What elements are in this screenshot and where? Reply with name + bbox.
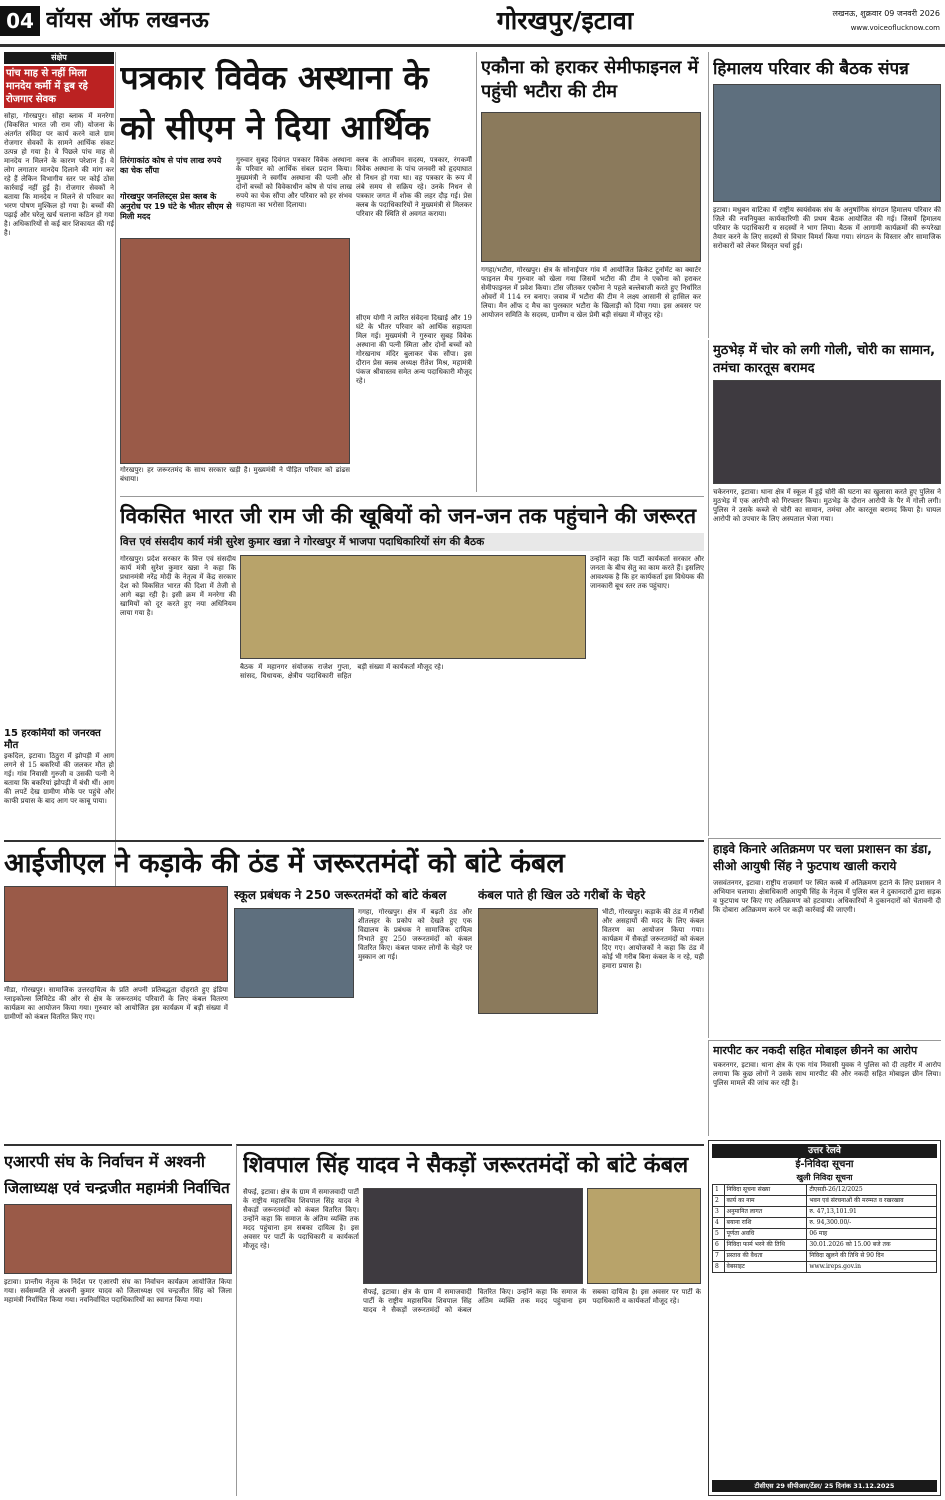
blanket-photo	[478, 908, 598, 1014]
cricket-story	[476, 52, 704, 492]
lead-headline: पत्रकार विवेक अस्थाना के	[120, 58, 429, 97]
tender-railway: उत्तर रेलवे	[712, 1144, 937, 1158]
shivpal-photo-2	[587, 1188, 701, 1284]
mobile-body: चकरनगर, इटावा। थाना क्षेत्र के एक गांव निवासी युवक ने पुलिस को दी तहरीर में आरोप लगाया कि कुछ लोगों ने उसके साथ मारपीट की और नकदी सहित मोबाइल छीन लिया। पुलिस मामले की जांच कर रही है।	[713, 1061, 941, 1087]
himalaya-body: इटावा। मधुबन वाटिका में राष्ट्रीय स्वयंसेवक संघ के अनुषांगिक संगठन हिमालय परिवार की जिले की नवनियुक्त कार्यकारिणी की प्रथम बैठक आयोजित की गई। जिसमें हिमालय परिवार के पदाधिकारी व सदस्यों ने भाग लिया। बैठक में आगामी कार्यक्रमों की रूपरेखा तैयार करने के लिए सदस्यों से विचार विमर्श किया गया। संगठन के विस्तार और सामाजिक सरोकारों को लेकर विस्तृत चर्चा हुई।	[713, 206, 941, 250]
igl-body: मीडा, गोरखपुर। सामाजिक उत्तरदायित्व के प्रति अपनी प्रतिबद्धता दोहराते हुए इंडिया ग्लाइकोल्स लिमिटेड की ओर से क्षेत्र के जरूरतमंद परिवारों के लिए कंबल वितरण कार्यक्रम का आयोजन किया गया। गुरुवार को आयोजित इस कार्यक्रम में बड़ी संख्या में ग्रामीणों को कंबल वितरित किए गए।	[4, 986, 228, 1021]
tender-row	[713, 1207, 937, 1218]
tender-cell: 2	[713, 1196, 725, 1207]
igl-photo	[4, 886, 228, 982]
website-link[interactable]: www.voiceoflucknow.com	[850, 24, 940, 32]
arp-body: इटावा। प्रान्तीय नेतृत्व के निर्देश पर एआरपी संघ का निर्वाचन कार्यक्रम आयोजित किया गया। सर्वसम्मति से अश्वनी कुमार यादव को जिलाध्यक्ष एवं चन्द्रजीत सिंह को जिला महामंत्री निर्वाचित किया गया। नवनिर्वाचित पदाधिकारियों का स्वागत किया गया।	[4, 1278, 232, 1304]
himalaya-story	[708, 52, 941, 338]
theft-body: चकेरनगर, इटावा। थाना क्षेत्र में स्कूल में हुई चोरी की घटना का खुलासा करते हुए पुलिस ने मुठभेड़ में एक आरोपी को गिरफ्तार किया। मुठभेड़ के दौरान आरोपी के पैर में गोली लगी। पुलिस ने उसके कब्जे से चोरी का सामान, तमंचा और कारतूस बरामद किया है। घायल आरोपी को उपचार के लिए अस्पताल भेजा गया।	[713, 488, 941, 523]
tender-row	[713, 1185, 937, 1196]
vikas-photo	[240, 555, 586, 659]
vikas-subhead: वित्त एवं संसदीय कार्य मंत्री सुरेश कुमार खन्ना ने गोरखपुर में भाजपा पदाधिकारियों संग की बैठक	[120, 533, 704, 551]
section-title: गोरखपुर/इटावा	[496, 6, 634, 35]
tender-row	[713, 1251, 937, 1262]
shivpal-story	[236, 1144, 704, 1496]
tender-cell: पूर्णता अवधि	[724, 1229, 807, 1240]
tender-cell: 8	[713, 1262, 725, 1273]
story-headline: 15 हरकर्मियों को जनरक्त मौत	[4, 728, 101, 750]
arp-subhead: जिलाध्यक्ष एवं चन्द्रजीत महामंत्री निर्वाचित	[4, 1179, 230, 1197]
igl-story	[4, 840, 704, 1140]
lead-body: गुरुवार सुबह दिवंगत पत्रकार विवेक अस्थाना के परिवार को आर्थिक संबल प्रदान किया। मुख्यमंत्री ने स्वर्गीय अस्थाना की पत्नी और दोनों बच्चों को विवेकाधीन कोष से पांच लाख रुपये का चेक सौंपा और परिवार को हर संभव सहायता का भरोसा दिलाया।	[236, 156, 352, 209]
himalaya-headline: हिमालय परिवार की बैठक संपन्न	[713, 59, 909, 79]
tender-cell: 06 माह	[807, 1229, 937, 1240]
theft-story	[708, 340, 941, 836]
school-body: गगहा, गोरखपुर। क्षेत्र में बढ़ती ठंड और शीतलहर के प्रकोप को देखते हुए एक विद्यालय के प्रबंधक ने सामाजिक दायित्व निभाते हुए 250 जरूरतमंदों को कंबल वितरित किए। कंबल पाकर लोगों के चेहरे पर मुस्कान आ गई।	[358, 908, 472, 961]
school-photo	[234, 908, 354, 998]
page-number: 04	[0, 6, 40, 36]
tender-cell: 4	[713, 1218, 725, 1229]
igl-headline: आईजीएल ने कड़ाके की ठंड में जरूरतमंदों को बांटे कंबल	[4, 848, 565, 879]
tender-subtitle: खुली निविदा सूचना	[796, 1173, 853, 1182]
tender-cell: 6	[713, 1240, 725, 1251]
tender-cell: www.ireps.gov.in	[807, 1262, 937, 1273]
tender-cell: वेबसाइट	[724, 1262, 807, 1273]
lead-headline: को सीएम ने दिया आर्थिक	[120, 108, 430, 147]
story-body: इकदिल, इटावा। ठिठुरा में झोपड़ी में आग लगने से 15 बकरियों की जलकर मौत हो गई। गांव निवासी गुरुजी व उसकी पत्नी ने बताया कि बकरियां झोपड़ी में बंधी थीं। आग की लपटें देख ग्रामीण मौके पर पहुंचे और काफी प्रयास के बाद आग पर काबू पाया।	[4, 752, 114, 805]
lead-bullet: तिरंगाकांठ कोष से पांच लाख रुपये का चेक सौंपा	[120, 156, 222, 175]
story-body: सोहा, गोरखपुर। सोहा ब्लाक में मनरेगा (विकसित भारत जी राम जी) योजना के अंतर्गत संविदा पर कार्य करने वाले ग्राम रोजगार सेवकों के सामने आर्थिक संकट उत्पन्न हो गया है। वे पिछले पांच माह से मानदेय न मिलने के कारण परेशान हैं। वे लोग लगातार मानदेय दिलाने की मांग कर रहे हैं लेकिन विभागीय स्तर पर कोई ठोस कार्रवाई नहीं हुई है। रोजगार सेवकों ने बताया कि मानदेय न मिलने से परिवार का भरण पोषण मुश्किल हो गया है। बच्चों की पढ़ाई और घरेलू खर्च चलाना कठिन हो गया है। अधिकारियों से कई बार शिकायत की गई है।	[4, 112, 114, 237]
cricket-photo	[481, 112, 701, 262]
arp-story	[4, 1144, 232, 1496]
tender-row	[713, 1218, 937, 1229]
lead-bullet: गोरखपुर जनलिस्ट्स प्रेस क्लब के अनुरोध पर 19 घंटे के भीतर सीएम से मिली मदद	[120, 192, 232, 221]
vikas-body: गोरखपुर। प्रदेश सरकार के वित्त एवं संसदीय कार्य मंत्री सुरेश कुमार खन्ना ने कहा कि प्रधानमंत्री नरेंद्र मोदी के नेतृत्व में केंद्र सरकार देश को विकसित भारत की दिशा में तेजी से आगे बढ़ा रही है। इसी क्रम में मनरेगा की खामियों को दूर करते हुए नया अधिनियम लाया गया है।	[120, 555, 236, 617]
lead-body: सीएम योगी ने त्वरित संवेदना दिखाई और 19 घंटे के भीतर परिवार को आर्थिक सहायता मिल गई। मुख्यमंत्री ने गुरुवार सुबह विवेक अस्थाना की पत्नी स्मिता और दोनों बच्चों को गोरखनाथ मंदिर बुलाकर चेक सौंपा। इस दौरान प्रेस क्लब अध्यक्ष रीतेश मिश्र, महामंत्री पंकज श्रीवास्तव समेत अन्य पदाधिकारी मौजूद रहे।	[356, 314, 472, 385]
tender-cell: निविदा खुलने की तिथि से 90 दिन	[807, 1251, 937, 1262]
vikas-body: उन्होंने कहा कि पार्टी कार्यकर्ता सरकार और जनता के बीच सेतु का काम करते हैं। इसलिए आवश्यक है कि हर कार्यकर्ता इस विधेयक की जानकारी बूथ स्तर तक पहुंचाए।	[590, 555, 704, 590]
vikas-body: बैठक में महानगर संयोजक राजेश गुप्ता, सांसद, विधायक, क्षेत्रीय पदाधिकारी सहित बड़ी संख्या में कार्यकर्ता मौजूद रहे।	[240, 663, 444, 680]
blanket-body: भीटी, गोरखपुर। कड़ाके की ठंड में गरीबों और असहायों की मदद के लिए कंबल वितरण का आयोजन किया गया। कार्यक्रम में सैकड़ों जरूरतमंदों को कंबल दिए गए। आयोजकों ने कहा कि ठंड में कोई भी गरीब बिना कंबल के न रहे, यही हमारा प्रयास है।	[602, 908, 704, 970]
theft-photo	[713, 380, 941, 484]
tender-cell: अनुमानित लागत	[724, 1207, 807, 1218]
story-headline: पांच माह से नहीं मिला मानदेय कर्मी में डूब रहे रोजगार सेवक	[4, 66, 114, 108]
tender-cell: निविदा सूचना संख्या	[724, 1185, 807, 1196]
tender-cell: रु. 94,300.00/-	[807, 1218, 937, 1229]
vikas-story	[120, 496, 704, 836]
tender-cell: 7	[713, 1251, 725, 1262]
tender-cell: टीएसडी-26/12/2025	[807, 1185, 937, 1196]
lead-body: क्लब के आजीवन सदस्य, पत्रकार, रंगकर्मी विवेक अस्थाना के पांच जनवरी को हृदयाघात से निधन हो गया था। वह पत्रकार के रूप में लंबे समय से सक्रिय रहे। उनके निधन से पत्रकार जगत में शोक की लहर दौड़ गई। प्रेस क्लब के पदाधिकारियों ने मुख्यमंत्री से मिलकर परिवार की स्थिति से अवगत कराया।	[356, 156, 472, 218]
arp-photo	[4, 1204, 232, 1274]
encroachment-headline: हाइवे किनारे अतिक्रमण पर चला प्रशासन का डंडा, सीओ आयुषी सिंह ने फुटपाथ खाली कराये	[713, 842, 932, 873]
tender-cell: प्रस्ताव की वैधता	[724, 1251, 807, 1262]
tender-row	[713, 1196, 937, 1207]
tender-cell: भवन एवं संरचनाओं की मरम्मत व रखरखाव	[807, 1196, 937, 1207]
shivpal-photo	[363, 1188, 583, 1284]
encroachment-body: जसवंतनगर, इटावा। राष्ट्रीय राजमार्ग पर स्थित कस्बे में अतिक्रमण हटाने के लिए प्रशासन ने अभियान चलाया। क्षेत्राधिकारी आयुषी सिंह के नेतृत्व में पुलिस बल ने दुकानदारों द्वारा सड़क व फुटपाथ पर किए गए अतिक्रमण को हटवाया। अधिकारियों ने दुकानदारों को चेतावनी दी कि दोबारा अतिक्रमण करने पर कड़ी कार्रवाई की जाएगी।	[713, 879, 941, 914]
tender-cell: रु. 47,13,101.91	[807, 1207, 937, 1218]
lead-caption: गोरखपुर। हर जरूरतमंद के साथ सरकार खड़ी है। मुख्यमंत्री ने पीड़ित परिवार को ढांढस बंधाया।	[120, 466, 350, 483]
tender-row	[713, 1240, 937, 1251]
arp-headline: एआरपी संघ के निर्वाचन में अश्वनी	[4, 1152, 206, 1171]
issue-date: लखनऊ, शुक्रवार 09 जनवरी 2026	[832, 9, 940, 18]
cricket-body: गगहा/भटौरा, गोरखपुर। क्षेत्र के सोनाईपार गांव में आयोजित क्रिकेट टूर्नामेंट का क्वार्टर फाइनल मैच गुरुवार को खेला गया जिसमें भटौरा की टीम ने एकौना को हराकर सेमीफाइनल में प्रवेश किया। टॉस जीतकर एकौना ने पहले बल्लेबाजी करते हुए निर्धारित ओवरों में 114 रन बनाए। जवाब में भटौरा की टीम ने लक्ष्य आसानी से हासिल कर लिया। मैन ऑफ द मैच का पुरस्कार भटौरा के खिलाड़ी को दिया गया। इस अवसर पर आयोजन समिति के सदस्य, ग्रामीण व खेल प्रेमी बड़ी संख्या में मौजूद रहे।	[481, 266, 701, 319]
shivpal-headline: शिवपाल सिंह यादव ने सैकड़ों जरूरतमंदों को बांटे कंबल	[243, 1153, 689, 1178]
shivpal-body: सैफई, इटावा। क्षेत्र के ग्राम में समाजवादी पार्टी के राष्ट्रीय महासचिव शिवपाल सिंह यादव ने सैकड़ों जरूरतमंदों को कंबल वितरित किए। उन्होंने कहा कि समाज के अंतिम व्यक्ति तक मदद पहुंचाना हम सबका दायित्व है। इस अवसर पर पार्टी के पदाधिकारी व कार्यकर्ता मौजूद रहे।	[363, 1288, 701, 1314]
tender-footer: टीसीएस 29 सीपीआर/टेंडर/ 25 दिनांक 31.12.2025	[712, 1480, 937, 1492]
blanket-headline: कंबल पाते ही खिल उठे गरीबों के चेहरे	[478, 888, 646, 902]
school-headline: स्कूल प्रबंधक ने 250 जरूरतमंदों को बांटे कंबल	[234, 888, 447, 902]
tender-cell: 5	[713, 1229, 725, 1240]
tender-cell: बयाना राशि	[724, 1218, 807, 1229]
tender-notice	[708, 1140, 941, 1496]
tender-cell: 1	[713, 1185, 725, 1196]
tender-row	[713, 1229, 937, 1240]
mobile-story	[708, 1040, 941, 1136]
tender-cell: 30.01.2026 को 15.00 बजे तक	[807, 1240, 937, 1251]
encroachment-story	[708, 838, 941, 1038]
tender-cell: निविदा फार्म भरने की तिथि	[724, 1240, 807, 1251]
mobile-headline: मारपीट कर नकदी सहित मोबाइल छीनने का आरोप	[713, 1044, 918, 1057]
lead-story	[120, 52, 472, 492]
tender-cell: कार्य का नाम	[724, 1196, 807, 1207]
tender-title: ई-निविदा सूचना	[795, 1159, 854, 1170]
left-briefs-column	[4, 52, 116, 896]
vikas-headline: विकसित भारत जी राम जी की खूबियों को जन-जन तक पहुंचाने की जरूरत	[120, 504, 697, 528]
masthead-bar	[0, 0, 945, 52]
briefs-kicker: संक्षेप	[4, 52, 114, 64]
shivpal-body: सैफई, इटावा। क्षेत्र के ग्राम में समाजवादी पार्टी के राष्ट्रीय महासचिव शिवपाल सिंह यादव ने सैकड़ों जरूरतमंदों को कंबल वितरित किए। उन्होंने कहा कि समाज के अंतिम व्यक्ति तक मदद पहुंचाना हम सबका दायित्व है। इस अवसर पर पार्टी के पदाधिकारी व कार्यकर्ता मौजूद रहे।	[243, 1188, 359, 1250]
cricket-headline: एकौना को हराकर सेमीफाइनल में पहुंची भटौरा की टीम	[481, 57, 699, 102]
tender-row	[713, 1262, 937, 1273]
tender-cell: 3	[713, 1207, 725, 1218]
tender-table	[712, 1184, 937, 1273]
lead-photo	[120, 238, 350, 464]
masthead-title: वॉयस ऑफ लखनऊ	[46, 8, 209, 33]
theft-headline: मुठभेड़ में चोर को लगी गोली, चोरी का सामान, तमंचा कारतूस बरामद	[713, 343, 936, 376]
himalaya-photo	[713, 84, 941, 202]
